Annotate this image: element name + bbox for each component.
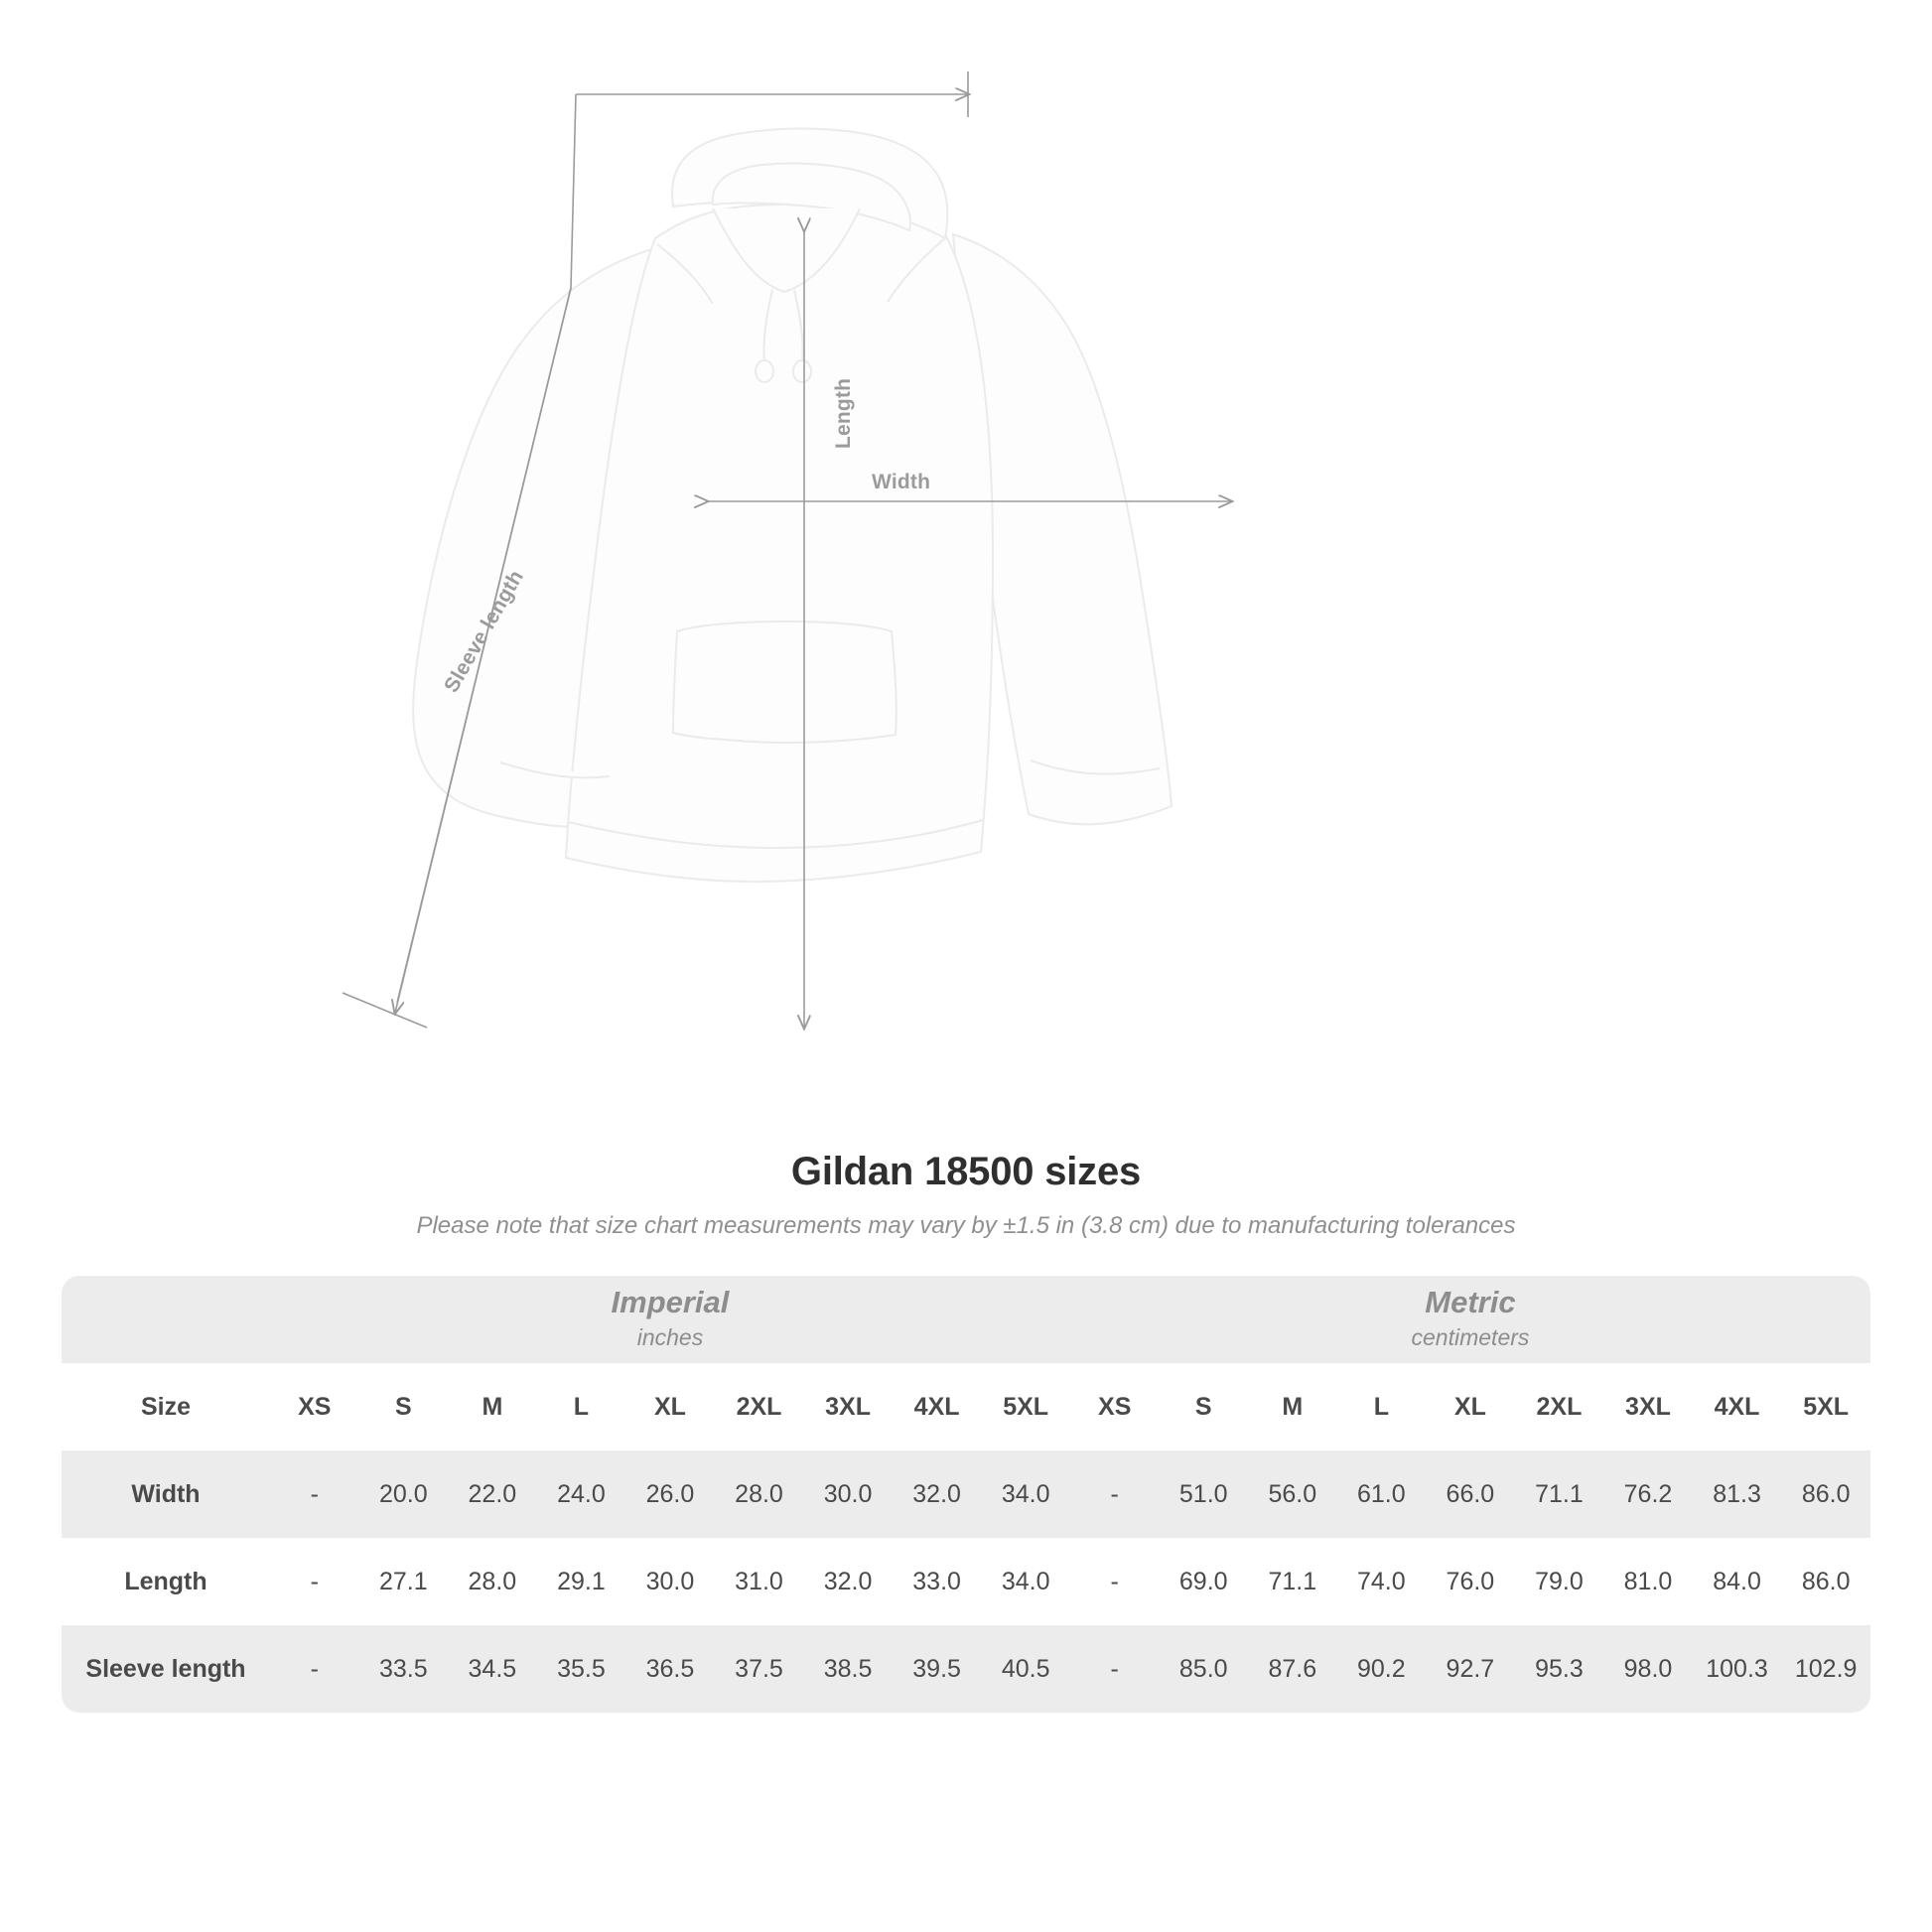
column-header: XS bbox=[270, 1363, 359, 1450]
cell: 56.0 bbox=[1248, 1450, 1337, 1538]
cell: 87.6 bbox=[1248, 1625, 1337, 1713]
cell: 28.0 bbox=[715, 1450, 804, 1538]
cell: 22.0 bbox=[448, 1450, 537, 1538]
size-header-row bbox=[62, 1363, 1870, 1450]
cell: 32.0 bbox=[803, 1538, 893, 1625]
cell: - bbox=[270, 1625, 359, 1713]
cell: 35.5 bbox=[537, 1625, 626, 1713]
cell: 100.3 bbox=[1693, 1625, 1782, 1713]
column-header: 5XL bbox=[981, 1363, 1070, 1450]
table-row bbox=[62, 1538, 1870, 1625]
cell: 37.5 bbox=[715, 1625, 804, 1713]
cell: 39.5 bbox=[893, 1625, 982, 1713]
row-label-sleeve-length: Sleeve length bbox=[62, 1625, 270, 1713]
size-table-container bbox=[62, 1276, 1870, 1713]
column-header: XL bbox=[1426, 1363, 1515, 1450]
cell: 90.2 bbox=[1337, 1625, 1427, 1713]
size-table bbox=[62, 1276, 1870, 1713]
column-header: XS bbox=[1070, 1363, 1160, 1450]
cell: 61.0 bbox=[1337, 1450, 1427, 1538]
cell: 76.0 bbox=[1426, 1538, 1515, 1625]
cell: 95.3 bbox=[1515, 1625, 1604, 1713]
cell: 20.0 bbox=[359, 1450, 449, 1538]
column-header: M bbox=[1248, 1363, 1337, 1450]
cell: - bbox=[270, 1538, 359, 1625]
column-header: L bbox=[1337, 1363, 1427, 1450]
column-header: 4XL bbox=[1693, 1363, 1782, 1450]
metric-label: Metric bbox=[1425, 1284, 1516, 1319]
cell: 71.1 bbox=[1248, 1538, 1337, 1625]
column-header: L bbox=[537, 1363, 626, 1450]
cell: 36.5 bbox=[625, 1625, 715, 1713]
table-row bbox=[62, 1625, 1870, 1713]
cell: 51.0 bbox=[1159, 1450, 1248, 1538]
cell: 29.1 bbox=[537, 1538, 626, 1625]
imperial-group-header bbox=[270, 1276, 1070, 1363]
cell: 81.0 bbox=[1603, 1538, 1693, 1625]
cell: 84.0 bbox=[1693, 1538, 1782, 1625]
cell: 26.0 bbox=[625, 1450, 715, 1538]
cell: 28.0 bbox=[448, 1538, 537, 1625]
cell: 71.1 bbox=[1515, 1450, 1604, 1538]
unit-header-row bbox=[62, 1276, 1870, 1363]
cell: 31.0 bbox=[715, 1538, 804, 1625]
sleeve-length-dimension-label: Sleeve length bbox=[440, 566, 528, 697]
cell: 86.0 bbox=[1781, 1450, 1870, 1538]
cell: - bbox=[270, 1450, 359, 1538]
cell: 33.0 bbox=[893, 1538, 982, 1625]
tolerance-note: Please note that size chart measurements may vary by ±1.5 in (3.8 cm) due to manufacturing tolerances bbox=[416, 1212, 1516, 1239]
cell: 85.0 bbox=[1159, 1625, 1248, 1713]
cell: 34.0 bbox=[981, 1538, 1070, 1625]
cell: 30.0 bbox=[625, 1538, 715, 1625]
cell: 34.5 bbox=[448, 1625, 537, 1713]
cell: 27.1 bbox=[359, 1538, 449, 1625]
cell: 76.2 bbox=[1603, 1450, 1693, 1538]
metric-unit: centimeters bbox=[1411, 1323, 1530, 1350]
imperial-unit: inches bbox=[636, 1323, 704, 1350]
row-label-width: Width bbox=[62, 1450, 270, 1538]
row-label-length: Length bbox=[62, 1538, 270, 1625]
cell: 92.7 bbox=[1426, 1625, 1515, 1713]
cell: 69.0 bbox=[1159, 1538, 1248, 1625]
cell: 74.0 bbox=[1337, 1538, 1427, 1625]
length-dimension-label: Length bbox=[832, 377, 855, 449]
size-header-cell: Size bbox=[62, 1363, 270, 1450]
column-header: 4XL bbox=[893, 1363, 982, 1450]
column-header: 3XL bbox=[1603, 1363, 1693, 1450]
cell: - bbox=[1070, 1450, 1160, 1538]
column-header: 5XL bbox=[1781, 1363, 1870, 1450]
cell: 98.0 bbox=[1603, 1625, 1693, 1713]
table-row bbox=[62, 1450, 1870, 1538]
cell: 34.0 bbox=[981, 1450, 1070, 1538]
width-dimension-label: Width bbox=[872, 471, 931, 493]
cell: 24.0 bbox=[537, 1450, 626, 1538]
cell: 79.0 bbox=[1515, 1538, 1604, 1625]
column-header: 3XL bbox=[803, 1363, 893, 1450]
unit-spacer bbox=[62, 1276, 270, 1363]
cell: 102.9 bbox=[1781, 1625, 1870, 1713]
column-header: 2XL bbox=[1515, 1363, 1604, 1450]
cell: 32.0 bbox=[893, 1450, 982, 1538]
cell: 66.0 bbox=[1426, 1450, 1515, 1538]
metric-group-header bbox=[1070, 1276, 1870, 1363]
page-title: Gildan 18500 sizes bbox=[790, 1150, 1142, 1193]
cell: - bbox=[1070, 1625, 1160, 1713]
column-header: M bbox=[448, 1363, 537, 1450]
cell: - bbox=[1070, 1538, 1160, 1625]
cell: 38.5 bbox=[803, 1625, 893, 1713]
cell: 40.5 bbox=[981, 1625, 1070, 1713]
column-header: S bbox=[1159, 1363, 1248, 1450]
cell: 30.0 bbox=[803, 1450, 893, 1538]
hoodie-illustration bbox=[413, 129, 1172, 882]
chart-title-block bbox=[0, 1150, 1932, 1240]
column-header: S bbox=[359, 1363, 449, 1450]
cell: 86.0 bbox=[1781, 1538, 1870, 1625]
cell: 81.3 bbox=[1693, 1450, 1782, 1538]
cell: 33.5 bbox=[359, 1625, 449, 1713]
imperial-label: Imperial bbox=[611, 1284, 730, 1319]
column-header: 2XL bbox=[715, 1363, 804, 1450]
column-header: XL bbox=[625, 1363, 715, 1450]
